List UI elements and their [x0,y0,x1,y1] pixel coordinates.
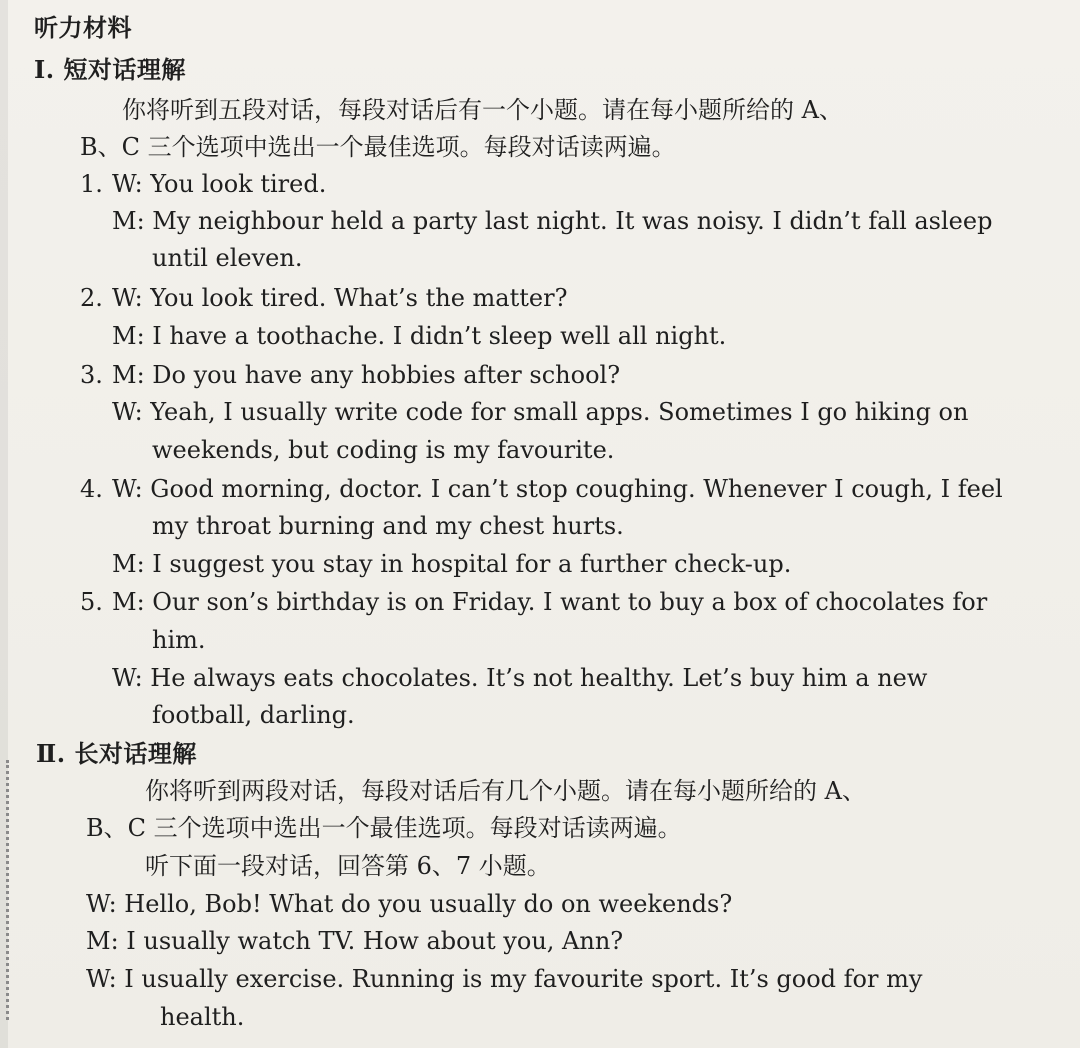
dialogue-line: M: I have a toothache. I didn’t sleep well all night. [112,322,727,350]
dialogue-line: M: My neighbour held a party last night. It was noisy. I didn’t fall asleep [112,207,993,235]
dialogue-line: weekends, but coding is my favourite. [152,436,615,464]
dialogue-line: W: Hello, Bob! What do you usually do on weekends? [86,890,733,918]
dialogue-line: health. [160,1003,245,1031]
section-1-instruction: B、C 三个选项中选出一个最佳选项。每段对话读两遍。 [80,133,676,161]
dialogue-line: M: Do you have any hobbies after school? [112,361,621,389]
page-title: 听力材料 [34,13,132,42]
dialogue-line: football, darling. [152,701,355,729]
item-number: 3. [80,361,103,389]
dialogue-line: W: Good morning, doctor. I can’t stop coughing. Whenever I cough, I feel [112,475,1003,503]
dialogue-line: until eleven. [152,244,303,272]
dialogue-line: M: Our son’s birthday is on Friday. I want to buy a box of chocolates for [112,588,988,616]
dialogue-line: W: You look tired. What’s the matter? [112,284,568,312]
section-2-instruction: B、C 三个选项中选出一个最佳选项。每段对话读两遍。 [86,814,682,842]
item-number: 4. [80,475,103,503]
section-2-heading: Ⅱ. 长对话理解 [36,739,197,768]
item-number: 5. [80,588,103,616]
item-number: 1. [80,170,103,198]
dialogue-line: W: He always eats chocolates. It’s not healthy. Let’s buy him a new [112,664,928,692]
section-2-instruction: 你将听到两段对话，每段对话后有几个小题。请在每小题所给的 A、 [145,777,866,805]
dialogue-line: M: I suggest you stay in hospital for a further check-up. [112,550,792,578]
section-1-instruction: 你将听到五段对话，每段对话后有一个小题。请在每小题所给的 A、 [122,96,843,124]
dialogue-line: W: You look tired. [112,170,327,198]
section-2-subinstruction: 听下面一段对话，回答第 6、7 小题。 [145,852,551,880]
dialogue-line: him. [152,626,206,654]
dialogue-line: W: I usually exercise. Running is my favourite sport. It’s good for my [86,965,923,993]
section-1-heading: Ⅰ. 短对话理解 [34,55,186,84]
dialogue-line: my throat burning and my chest hurts. [152,512,624,540]
perforation-line [6,760,9,1020]
dialogue-line: W: Yeah, I usually write code for small apps. Sometimes I go hiking on [112,398,969,426]
dialogue-line: M: I usually watch TV. How about you, Ann? [86,927,624,955]
item-number: 2. [80,284,103,312]
